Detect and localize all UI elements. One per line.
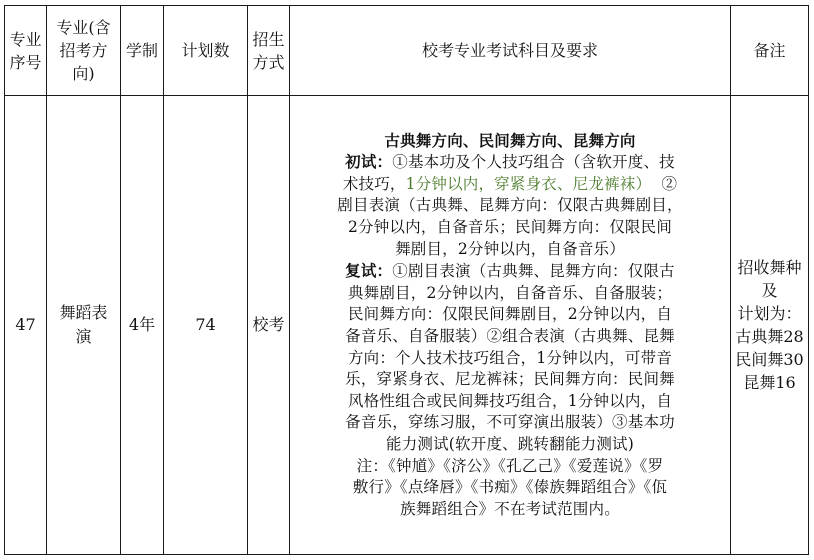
cell-method: 校考 [248, 96, 290, 555]
header-method-line: 方式 [252, 52, 285, 72]
header-major-line: 招考方 [59, 41, 108, 60]
remarks-line: 计划为： [737, 304, 802, 323]
header-method-line: 招生 [252, 29, 285, 49]
cell-major [47, 96, 121, 555]
header-major-line: 专业(含 [56, 18, 111, 37]
requirements-line [290, 260, 730, 283]
requirements-text: 术技巧， [342, 174, 406, 193]
remarks-line: 民间舞30 [735, 350, 804, 369]
requirements-line [290, 174, 730, 196]
remarks-line: 古典舞28 [735, 327, 804, 346]
requirements-line: 风格性组合或民间舞技巧组合，1分钟以内，自 [347, 391, 673, 410]
cell-duration: 4年 [121, 96, 164, 555]
requirements-line: 民间舞方向：仅限民间舞剧目，2分钟以内，自 [347, 305, 673, 324]
cell-seq: 47 [5, 96, 47, 555]
header-method [248, 6, 290, 96]
requirements-line: 备音乐，穿练习服，不可穿演出服装）③基本功 [345, 413, 675, 432]
requirements-note-line: 敷行》《点绛唇》《书痴》《傣族舞蹈组合》《佤 [352, 478, 668, 497]
requirements-line: 备音乐、自备服装）②组合表演（古典舞、昆舞 [345, 327, 675, 345]
retest-label: 复试： [345, 261, 393, 281]
requirements-line: 典舞剧目，2分钟以内，自备音乐、自备服装； [347, 283, 673, 302]
header-requirements: 校考专业考试科目及要求 [290, 6, 731, 96]
requirements-note-line: 注：《钟馗》《济公》《孔乙己》《爱莲说》《罗 [356, 456, 664, 475]
header-major [47, 6, 121, 96]
admissions-table [4, 5, 809, 555]
requirements-line: 舞剧目，2分钟以内，自备音乐） [395, 239, 625, 258]
header-row [5, 6, 809, 96]
requirements-text: ② [661, 174, 678, 193]
header-duration: 学制 [121, 6, 164, 96]
cell-requirements [290, 96, 731, 555]
requirements-text: ①剧目表演（古典舞、昆舞方向：仅限古 [392, 262, 675, 281]
remarks-line: 昆舞16 [743, 373, 796, 392]
requirements-line: 2分钟以内，自备音乐；民间舞方向：仅限民间 [347, 218, 673, 237]
remarks-line: 招收舞种及 [737, 258, 802, 300]
header-seq-line: 序号 [9, 52, 42, 72]
requirements-line [290, 151, 730, 174]
header-remarks: 备注 [731, 6, 809, 96]
cell-major-line: 演 [75, 327, 92, 346]
requirements-heading: 古典舞方向、民间舞方向、昆舞方向 [384, 130, 636, 150]
requirements-text-highlight: 1分钟以内，穿紧身衣、尼龙裤袜） [405, 174, 652, 193]
requirements-line: 乐，穿紧身衣、尼龙裤袜；民间舞方向：民间舞 [345, 370, 675, 389]
requirements-line: 方向：个人技术技巧组合，1分钟以内，可带音 [347, 348, 673, 367]
header-seq-line: 专业 [9, 29, 42, 49]
cell-plan: 74 [164, 96, 248, 555]
requirements-note-line: 族舞蹈组合》不在考试范围内。 [400, 499, 620, 518]
table-row [5, 96, 809, 555]
requirements-line: 能力测试(软开度、跳转翻能力测试) [386, 434, 634, 453]
cell-major-line: 舞蹈表 [59, 303, 108, 322]
requirements-text: ①基本功及个人技巧组合（含软开度、技 [392, 153, 675, 172]
preliminary-label: 初试： [345, 152, 393, 172]
requirements-line: 剧目表演（古典舞、昆舞方向：仅限古典舞剧目， [337, 196, 683, 215]
header-plan: 计划数 [164, 6, 248, 96]
cell-remarks [731, 96, 809, 555]
header-seq [5, 6, 47, 96]
header-major-line: 向) [72, 64, 95, 83]
